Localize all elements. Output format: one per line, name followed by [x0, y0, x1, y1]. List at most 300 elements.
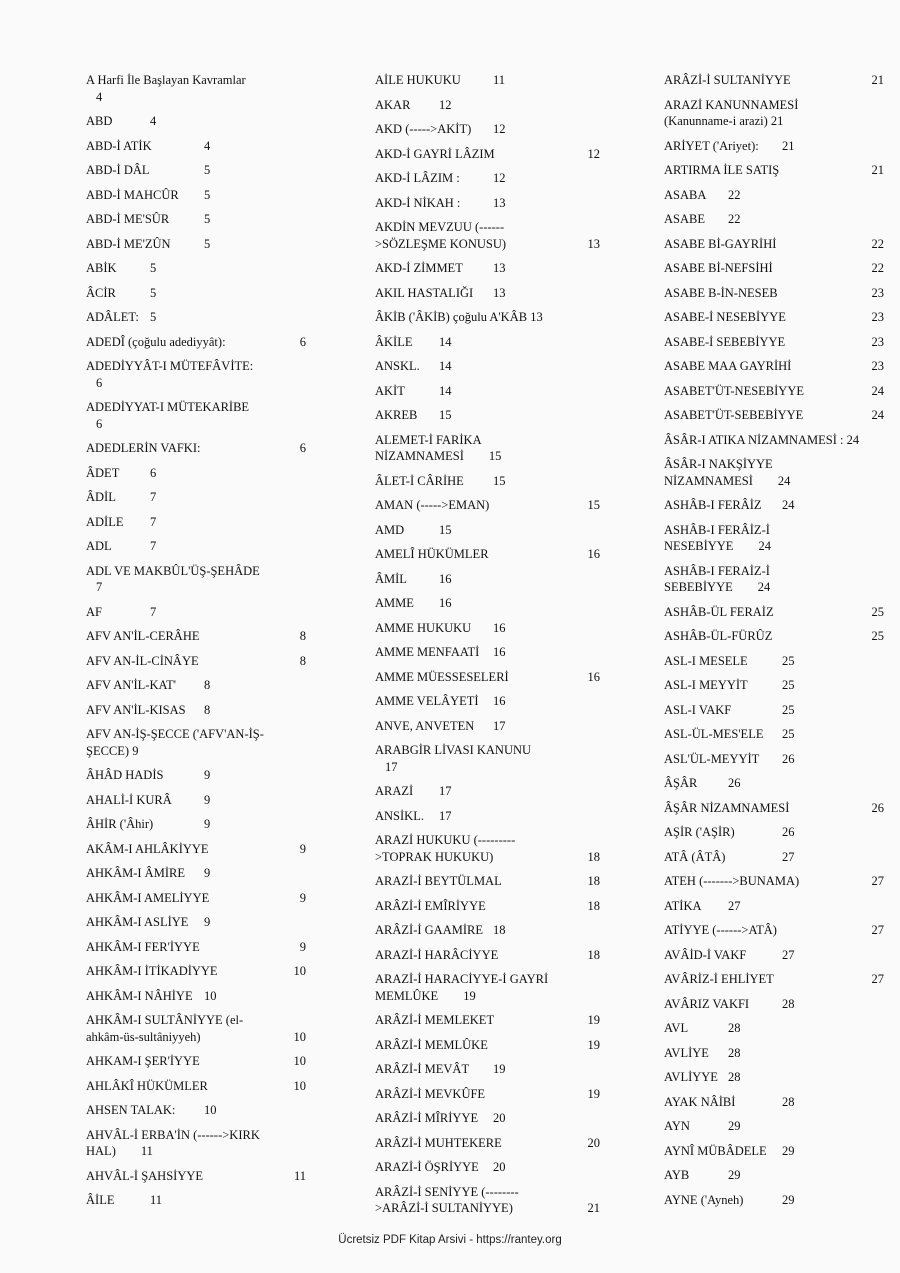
page-number: 16: [493, 620, 506, 635]
index-term: ASABE-İ NESEBİYYE: [664, 310, 786, 324]
page-number: 6: [96, 375, 103, 390]
index-entry: [86, 677, 286, 694]
page-number: 17: [385, 759, 398, 774]
index-entry: [86, 1102, 286, 1119]
index-term: ARÂZİ-İ MEMLEKET: [375, 1013, 495, 1027]
index-entry: [375, 922, 590, 939]
index-entry: [375, 358, 590, 375]
index-entry: [375, 1037, 600, 1054]
index-term: AKD-İ GAYRİ LÂZIM: [375, 146, 495, 161]
index-term: ÂCİR: [86, 285, 116, 300]
page-number: 25: [782, 678, 795, 692]
index-entry: [664, 800, 884, 817]
index-entry: [664, 358, 884, 375]
index-entry: [86, 628, 306, 645]
index-entry: [664, 97, 864, 130]
index-entry: [375, 260, 590, 277]
page-number: 12: [587, 146, 600, 161]
index-entry: [375, 742, 590, 775]
index-term: AVÂİD-İ VAKF: [664, 947, 747, 962]
index-entry: [664, 702, 864, 719]
index-term: AMME VELÂYETİ: [375, 694, 479, 708]
page-number: 23: [871, 359, 884, 373]
page-number: 26: [782, 825, 795, 839]
index-term: ASABA: [664, 187, 707, 202]
index-entry: [664, 604, 884, 621]
page-number: 28: [728, 1070, 741, 1084]
index-entry: [86, 767, 286, 784]
page-number: 5: [150, 310, 157, 324]
index-entry: [86, 138, 286, 155]
index-entry: [664, 653, 864, 670]
page-number: 11: [140, 1144, 153, 1158]
index-entry: [664, 383, 884, 400]
page-number: 6: [299, 334, 306, 349]
index-entry: [86, 334, 306, 351]
index-entry: [664, 726, 864, 743]
index-entry: [86, 72, 286, 105]
index-entry: [375, 334, 590, 351]
index-term: ADİLE: [86, 514, 124, 529]
index-entry: [664, 334, 884, 351]
page-number: 22: [728, 212, 741, 226]
index-entry: [375, 309, 590, 326]
index-entry: [664, 898, 864, 915]
index-entry: [86, 1168, 306, 1185]
page-number: 5: [204, 187, 211, 202]
page-number: 4: [96, 89, 103, 104]
index-term: AFV AN-İŞ-ŞECCE ('AFV'AN-İŞ-ŞECCE): [86, 727, 264, 758]
index-term: ASABE Bİ-NEFSİHİ: [664, 261, 773, 275]
index-entry: [86, 285, 286, 302]
index-term: ABD-İ ME'ZÛN: [86, 236, 171, 251]
index-entry: [86, 440, 306, 457]
page-number: 16: [439, 596, 452, 610]
page-number: 5: [204, 236, 211, 251]
index-term: ÂMİL: [375, 571, 407, 586]
index-term: AMME MÜESSESELERİ: [375, 669, 509, 684]
index-term: AHSEN TALAK:: [86, 1103, 176, 1117]
index-entry: [375, 432, 590, 465]
page-number: 19: [493, 1062, 506, 1076]
index-entry: [86, 1053, 306, 1070]
index-term: ASABE Bİ-GAYRİHİ: [664, 236, 777, 251]
index-entry: [375, 1184, 600, 1217]
index-term: AHALİ-İ KURÂ: [86, 792, 172, 807]
page-number: 27: [728, 898, 741, 913]
page-number: 24: [758, 539, 771, 553]
index-entry: [375, 971, 590, 1004]
index-entry: [375, 1012, 600, 1029]
page-number: 8: [299, 629, 306, 643]
page-number: 22: [871, 236, 884, 251]
index-term: AHKÂM-I AMELİYYE: [86, 890, 210, 905]
index-entry: [664, 1069, 864, 1086]
page-number: 5: [150, 285, 157, 300]
index-term: AHVÂL-İ ŞAHSİYYE: [86, 1168, 204, 1183]
page-number: 14: [439, 359, 452, 373]
page-number: 12: [439, 97, 452, 112]
page-number: 29: [782, 1192, 795, 1207]
page-number: 22: [728, 187, 741, 202]
index-term: ARAZİ-İ BEYTÜLMAL: [375, 874, 502, 888]
index-entry: [375, 1159, 590, 1176]
index-term: AMELÎ HÜKÜMLER: [375, 547, 489, 561]
index-entry: [375, 595, 590, 612]
page-number: 9: [299, 939, 306, 954]
index-term: ARÂZİ-İ SULTANİYYE: [664, 73, 791, 87]
index-term: ARAZİ-İ ÖŞRİYYE: [375, 1160, 479, 1174]
index-entry: [86, 890, 306, 907]
page-number: 26: [782, 751, 795, 766]
page-number: 4: [204, 138, 211, 153]
page-number: 16: [493, 645, 506, 659]
page-number: 9: [204, 817, 211, 831]
page-number: 21: [871, 163, 884, 177]
page-number: 8: [204, 702, 211, 717]
index-term: ABD-İ ME'SÛR: [86, 212, 170, 226]
index-entry: [86, 939, 306, 956]
index-term: AKIL HASTALIĞI: [375, 285, 474, 300]
index-term: ABD-İ ATİK: [86, 138, 152, 153]
page-number: 25: [871, 604, 884, 619]
index-entry: [375, 1061, 590, 1078]
page-number: 21: [770, 114, 784, 128]
page-number: 13: [530, 310, 543, 324]
index-entry: [86, 865, 286, 882]
index-term: AKD-İ ZİMMET: [375, 261, 463, 275]
page-number: 7: [150, 539, 157, 553]
page-number: 15: [439, 408, 452, 422]
page-number: 9: [204, 915, 211, 929]
index-entry: [664, 1167, 864, 1184]
page-number: 24: [777, 473, 791, 488]
index-entry: [86, 604, 286, 621]
page-number: 7: [150, 514, 157, 529]
index-term: ATİYYE (------>ATÂ): [664, 923, 777, 937]
page-number: 28: [782, 996, 795, 1011]
page-number: 22: [871, 261, 884, 275]
index-entry: [375, 146, 600, 163]
index-entry: [86, 816, 286, 833]
index-entry: [375, 383, 590, 400]
index-term: AYNÎ MÜBÂDELE: [664, 1143, 767, 1158]
index-term: AHKÂM-I SULTÂNİYYE (el-ahkâm-üs-sultâniyyeh): [86, 1013, 244, 1044]
index-entry: [375, 285, 590, 302]
page-number: 13: [493, 195, 506, 210]
index-entry: [86, 1127, 286, 1160]
index-term: ARAZİ-İ HARÂCİYYE: [375, 947, 499, 962]
index-entry: [86, 113, 286, 130]
index-entry: [664, 1020, 864, 1037]
index-term: AMD: [375, 522, 405, 537]
page-number: 19: [463, 988, 476, 1003]
index-entry: [664, 497, 864, 514]
index-term: AKAR: [375, 97, 411, 112]
index-entry: [375, 718, 590, 735]
page-number: 6: [150, 465, 157, 480]
page-number: 7: [150, 490, 157, 504]
page-number: 10: [204, 1103, 217, 1117]
page-number: 10: [204, 988, 217, 1003]
index-term: ANSKL.: [375, 359, 420, 373]
index-entry: [86, 1012, 306, 1045]
index-entry: [86, 726, 286, 759]
index-entry: [86, 963, 306, 980]
index-term: ARABGİR LİVASI KANUNU: [375, 743, 532, 757]
page-number: 8: [299, 653, 306, 668]
page-number: 17: [493, 718, 506, 733]
index-term: ARAZİ KANUNNAMESİ (Kanunname-i arazi): [664, 97, 802, 128]
page-number: 24: [782, 498, 795, 512]
index-term: ADÂLET:: [86, 310, 139, 324]
index-term: ÂLET-İ CÂRİHE: [375, 473, 464, 488]
index-term: ASHÂB-ÜL-FÜRÛZ: [664, 629, 773, 643]
page-number: 28: [728, 1021, 741, 1035]
page-number: 15: [493, 473, 506, 488]
page-number: 11: [493, 73, 506, 87]
index-term: AVLİYE: [664, 1045, 709, 1060]
index-term: AFV AN-İL-CİNÂYE: [86, 653, 199, 668]
index-term: ATİKA: [664, 898, 702, 913]
page-number: 19: [587, 1013, 600, 1027]
index-entry: [86, 653, 306, 670]
index-term: ASL-ÜL-MES'ELE: [664, 727, 764, 741]
index-term: ARÂZİ-İ EMÎRİYYE: [375, 898, 486, 913]
index-term: ASL-I MEYYİT: [664, 678, 748, 692]
index-term: AVÂRIZ VAKFI: [664, 996, 750, 1011]
index-term: AHKÂM-I ÂMİRE: [86, 866, 185, 880]
index-entry: [664, 162, 884, 179]
index-term: ASL'ÜL-MEYYİT: [664, 751, 760, 766]
index-term: AKREB: [375, 408, 418, 422]
index-entry: [86, 841, 306, 858]
index-term: AYAK NÂİBİ: [664, 1094, 736, 1109]
index-entry: [664, 522, 864, 555]
page-number: 24: [871, 408, 884, 422]
index-term: ARÂZİ-İ SENİYYE (-------->ARÂZİ-İ SULTANİYYE): [375, 1184, 519, 1215]
index-term: ASHÂB-I FERÂİZ: [664, 498, 762, 512]
index-entry: [86, 358, 286, 391]
page-number: 18: [587, 849, 600, 864]
page-number: 10: [293, 964, 306, 978]
page-number: 17: [439, 784, 452, 798]
page-number: 15: [587, 498, 600, 512]
index-entry: [664, 922, 884, 939]
page-number: 20: [493, 1160, 506, 1174]
index-entry: [664, 285, 884, 302]
page-number: 5: [204, 163, 211, 177]
index-term: ASABE-İ SEBEBİYYE: [664, 334, 786, 349]
index-entry: [664, 236, 884, 253]
page-number: 5: [204, 212, 211, 226]
index-term: AKİT: [375, 383, 405, 398]
page-number: 24: [757, 580, 771, 594]
page-number: 9: [299, 890, 306, 905]
index-term: ABİK: [86, 261, 117, 275]
page-number: 6: [96, 416, 103, 431]
index-term: AFV AN'İL-KISAS: [86, 702, 186, 717]
index-entry: [375, 783, 590, 800]
page-number: 27: [871, 923, 884, 937]
index-entry: [375, 1135, 600, 1152]
index-term: AF: [86, 604, 102, 619]
page-number: 5: [150, 261, 157, 275]
index-column-2: [375, 72, 600, 1225]
index-entry: [375, 947, 600, 964]
index-term: AHVÂL-İ ERBA'İN (------>KIRK HAL): [86, 1127, 263, 1158]
index-entry: [664, 873, 884, 890]
index-entry: [664, 971, 884, 988]
page-number: 29: [728, 1168, 741, 1182]
page-number: 27: [871, 874, 884, 888]
index-entry: [86, 1078, 306, 1095]
index-entry: [375, 808, 590, 825]
index-entry: [375, 898, 600, 915]
index-entry: [664, 775, 864, 792]
index-term: AMAN (----->EMAN): [375, 498, 490, 512]
index-term: AVÂRİZ-İ EHLİYET: [664, 972, 774, 986]
index-term: ASL-I VAKF: [664, 702, 732, 717]
index-entry: [664, 1045, 864, 1062]
index-term: ÂŞÂR: [664, 776, 698, 790]
index-term: ASL-I MESELE: [664, 653, 748, 668]
index-entry: [375, 473, 590, 490]
page-number: 24: [846, 432, 860, 447]
index-entry: [664, 260, 884, 277]
page-number: 12: [493, 122, 506, 136]
index-term: ÂSÂR-I ATIKA NİZAMNAMESİ :: [664, 432, 844, 447]
index-entry: [375, 97, 590, 114]
index-entry: [86, 792, 286, 809]
index-entry: [375, 1110, 590, 1127]
index-term: AHKÂM-I ASLİYE: [86, 915, 189, 929]
index-entry: [86, 702, 286, 719]
index-entry: [664, 1118, 864, 1135]
index-column-3: [664, 72, 884, 1216]
index-entry: [664, 309, 884, 326]
index-term: AŞİR ('AŞİR): [664, 825, 735, 839]
index-term: ANSİKL.: [375, 808, 424, 823]
index-entry: [664, 824, 864, 841]
index-term: ARÂZİ-İ GAAMİRE: [375, 923, 483, 937]
index-entry: [375, 644, 590, 661]
index-term: ARAZİ-İ HARACİYYE-İ GAYRİ MEMLÛKE: [375, 972, 552, 1003]
index-entry: [86, 1192, 286, 1209]
index-term: ARÂZİ-İ MEMLÛKE: [375, 1037, 488, 1052]
index-term: AYN: [664, 1119, 690, 1133]
index-term: AKD-İ LÂZIM :: [375, 171, 460, 185]
index-term: AMME HUKUKU: [375, 620, 472, 635]
index-term: ASHÂB-I FERAİZ-İ SEBEBİYYE: [664, 563, 774, 594]
index-entry: [664, 677, 864, 694]
index-entry: [375, 219, 600, 252]
index-term: AYB: [664, 1168, 690, 1182]
page-number: 16: [439, 571, 452, 586]
index-term: ATÂ (ÂTÂ): [664, 849, 726, 864]
page-number: 29: [728, 1119, 741, 1133]
index-entry: [664, 72, 884, 89]
index-term: ASABE: [664, 212, 705, 226]
index-term: ALEMET-İ FARİKA NİZAMNAMESİ: [375, 432, 485, 463]
index-entry: [86, 514, 286, 531]
index-entry: [664, 138, 864, 155]
index-entry: [375, 522, 590, 539]
index-term: ARAZİ: [375, 784, 414, 798]
index-term: AVLİYYE: [664, 1070, 718, 1084]
index-term: AKD-İ NİKAH :: [375, 195, 461, 210]
index-term: ARAZİ HUKUKU (--------->TOPRAK HUKUKU): [375, 833, 516, 864]
index-entry: [375, 873, 600, 890]
page-number: 11: [150, 1193, 163, 1207]
index-entry: [664, 947, 864, 964]
index-term: ASABE B-İN-NESEB: [664, 285, 778, 300]
index-term: AİLE HUKUKU: [375, 73, 461, 87]
page-number: 23: [871, 310, 884, 324]
page-number: 18: [587, 898, 600, 913]
page-number: 20: [493, 1111, 506, 1125]
index-term: AKÂM-I AHLÂKİYYE: [86, 841, 209, 856]
index-term: ASHÂB-I FERÂİZ-İ NESEBİYYE: [664, 522, 774, 553]
page-number: 18: [587, 874, 600, 888]
index-entry: [86, 162, 286, 179]
page-number: 18: [493, 923, 506, 937]
page-number: 9: [204, 768, 211, 782]
index-term: ÂSÂR-I NAKŞİYYE NİZAMNAMESİ: [664, 457, 776, 488]
index-entry: [664, 1192, 864, 1209]
index-entry: [86, 914, 286, 931]
index-term: ATEH (------->BUNAMA): [664, 874, 800, 888]
index-term: ÂHÂD HADİS: [86, 768, 164, 782]
index-term: AYNE ('Ayneh): [664, 1192, 744, 1207]
index-term: ÂDET: [86, 465, 120, 480]
index-term: ANVE, ANVETEN: [375, 718, 475, 733]
index-entry: [86, 399, 286, 432]
index-entry: [86, 211, 286, 228]
index-entry: [664, 849, 864, 866]
page-number: 10: [293, 1078, 306, 1093]
page-number: 26: [728, 776, 741, 790]
page-number: 28: [782, 1094, 795, 1109]
page-number: 27: [871, 972, 884, 986]
index-term: ARÂZİ-İ MÎRİYYE: [375, 1111, 479, 1125]
index-term: ASABE MAA GAYRİHİ: [664, 359, 792, 373]
index-entry: [375, 693, 590, 710]
index-term: AKD (----->AKİT): [375, 122, 472, 136]
index-term: ÂDİL: [86, 490, 116, 504]
index-entry: [664, 996, 864, 1013]
index-entry: [664, 563, 864, 596]
page-number: 10: [293, 1054, 306, 1068]
page-number: 13: [587, 236, 600, 251]
index-entry: [86, 260, 286, 277]
index-term: ADEDİYYÂT-I MÜTEFÂVİTE:: [86, 359, 254, 373]
index-entry: [375, 72, 590, 89]
index-term: AHLÂKÎ HÜKÜMLER: [86, 1078, 208, 1093]
page-number: 7: [96, 580, 103, 594]
index-entry: [664, 211, 864, 228]
index-entry: [664, 456, 864, 489]
page-number: 10: [293, 1029, 306, 1044]
page-number: 28: [728, 1045, 741, 1060]
page-number: 9: [132, 743, 139, 758]
index-entry: [86, 187, 286, 204]
page-number: 14: [439, 383, 452, 398]
index-entry: [86, 489, 286, 506]
index-term: ASABET'ÜT-SEBEBİYYE: [664, 408, 804, 422]
page-number: 14: [439, 334, 452, 349]
index-term: ARİYET ('Ariyet):: [664, 138, 759, 153]
